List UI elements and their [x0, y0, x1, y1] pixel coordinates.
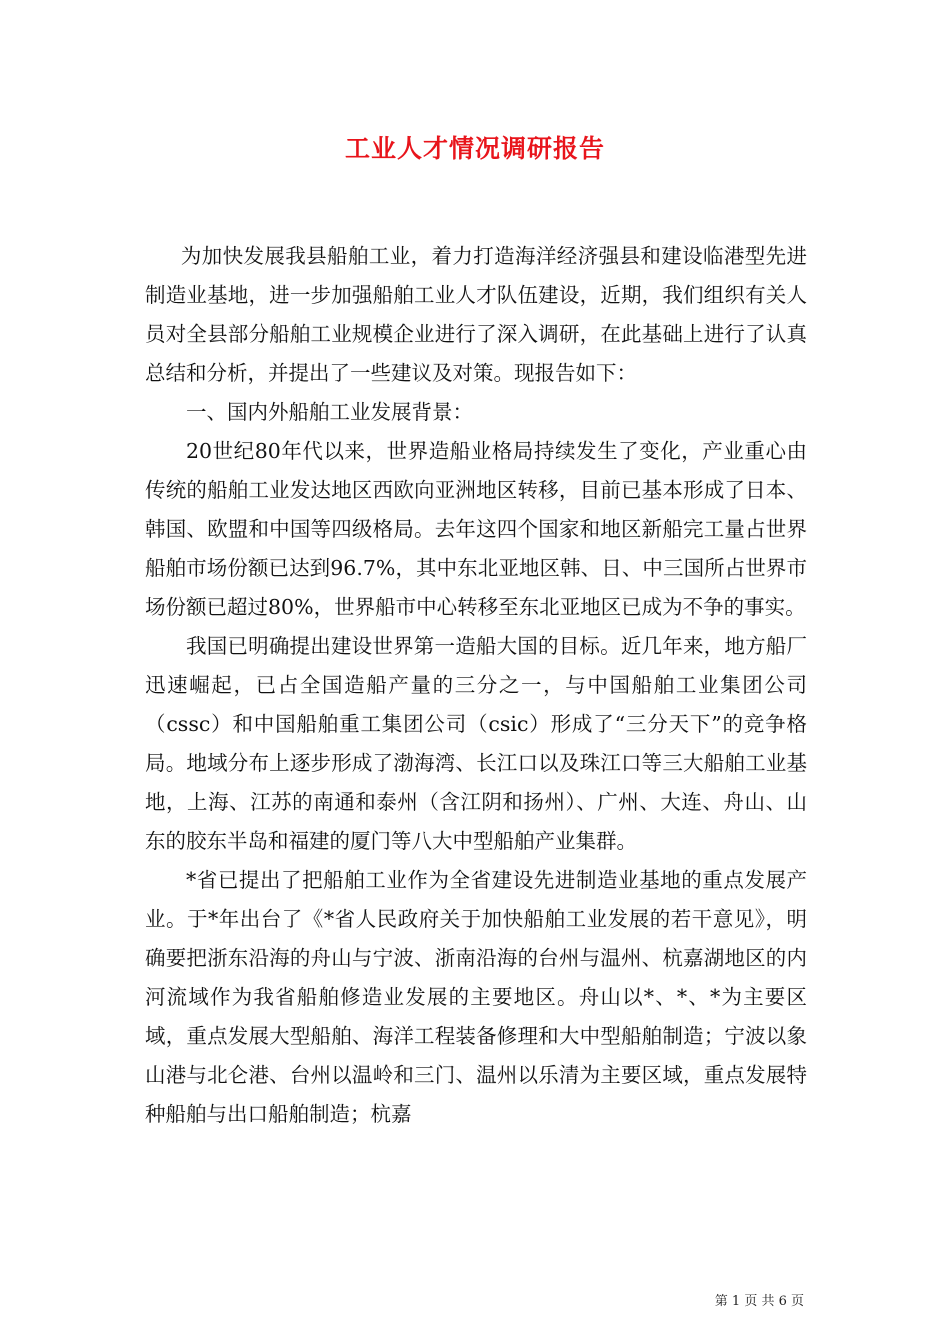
body-paragraph: 我国已明确提出建设世界第一造船大国的目标。近几年来，地方船厂迅速崛起，已占全国造船产量的三分之一，与中国船舶工业集团公司（cssc）和中国船舶重工集团公司（csic）形成了“三分天下”的竞争格局。地域分布上逐步形成了渤海湾、长江口以及珠江口等三大船舶工业基地，上海、江苏的南通和泰州（含江阴和扬州）、广州、大连、舟山、山东的胶东半岛和福建的厦门等八大中型船舶产业集群。	[145, 634, 807, 853]
body-paragraph: *省已提出了把船舶工业作为全省建设先进制造业基地的重点发展产业。于*年出台了《*省人民政府关于加快船舶工业发展的若干意见》，明确要把浙东沿海的舟山与宁波、浙南沿海的台州与温州、杭嘉湖地区的内河流域作为我省船舶修造业发展的主要地区。舟山以*、*、*为主要区域，重点发展大型船舶、海洋工程装备修理和大中型船舶制造；宁波以象山港与北仑港、台州以温岭和三门、温州以乐清为主要区域，重点发展特种船舶与出口船舶制造；杭嘉	[145, 868, 807, 1126]
body-paragraph: 为加快发展我县船舶工业，着力打造海洋经济强县和建设临港型先进制造业基地，进一步加强船舶工业人才队伍建设，近期，我们组织有关人员对全县部分船舶工业规模企业进行了深入调研，在此基础上进行了认真总结和分析，并提出了一些建议及对策。现报告如下：	[145, 244, 807, 385]
body-paragraph: 20世纪80年代以来，世界造船业格局持续发生了变化，产业重心由传统的船舶工业发达地区西欧向亚洲地区转移，目前已基本形成了日本、韩国、欧盟和中国等四级格局。去年这四个国家和地区新船完工量占世界船舶市场份额已达到96.7%，其中东北亚地区韩、日、中三国所占世界市场份额已超过80%，世界船市中心转移至东北亚地区已成为不争的事实。	[145, 439, 807, 619]
section-heading: 一、国内外船舶工业发展背景：	[186, 400, 473, 424]
page-number: 第 1 页 共 6 页	[714, 1294, 804, 1309]
document-title: 工业人才情况调研报告	[344, 134, 605, 163]
document-body	[145, 237, 807, 1134]
